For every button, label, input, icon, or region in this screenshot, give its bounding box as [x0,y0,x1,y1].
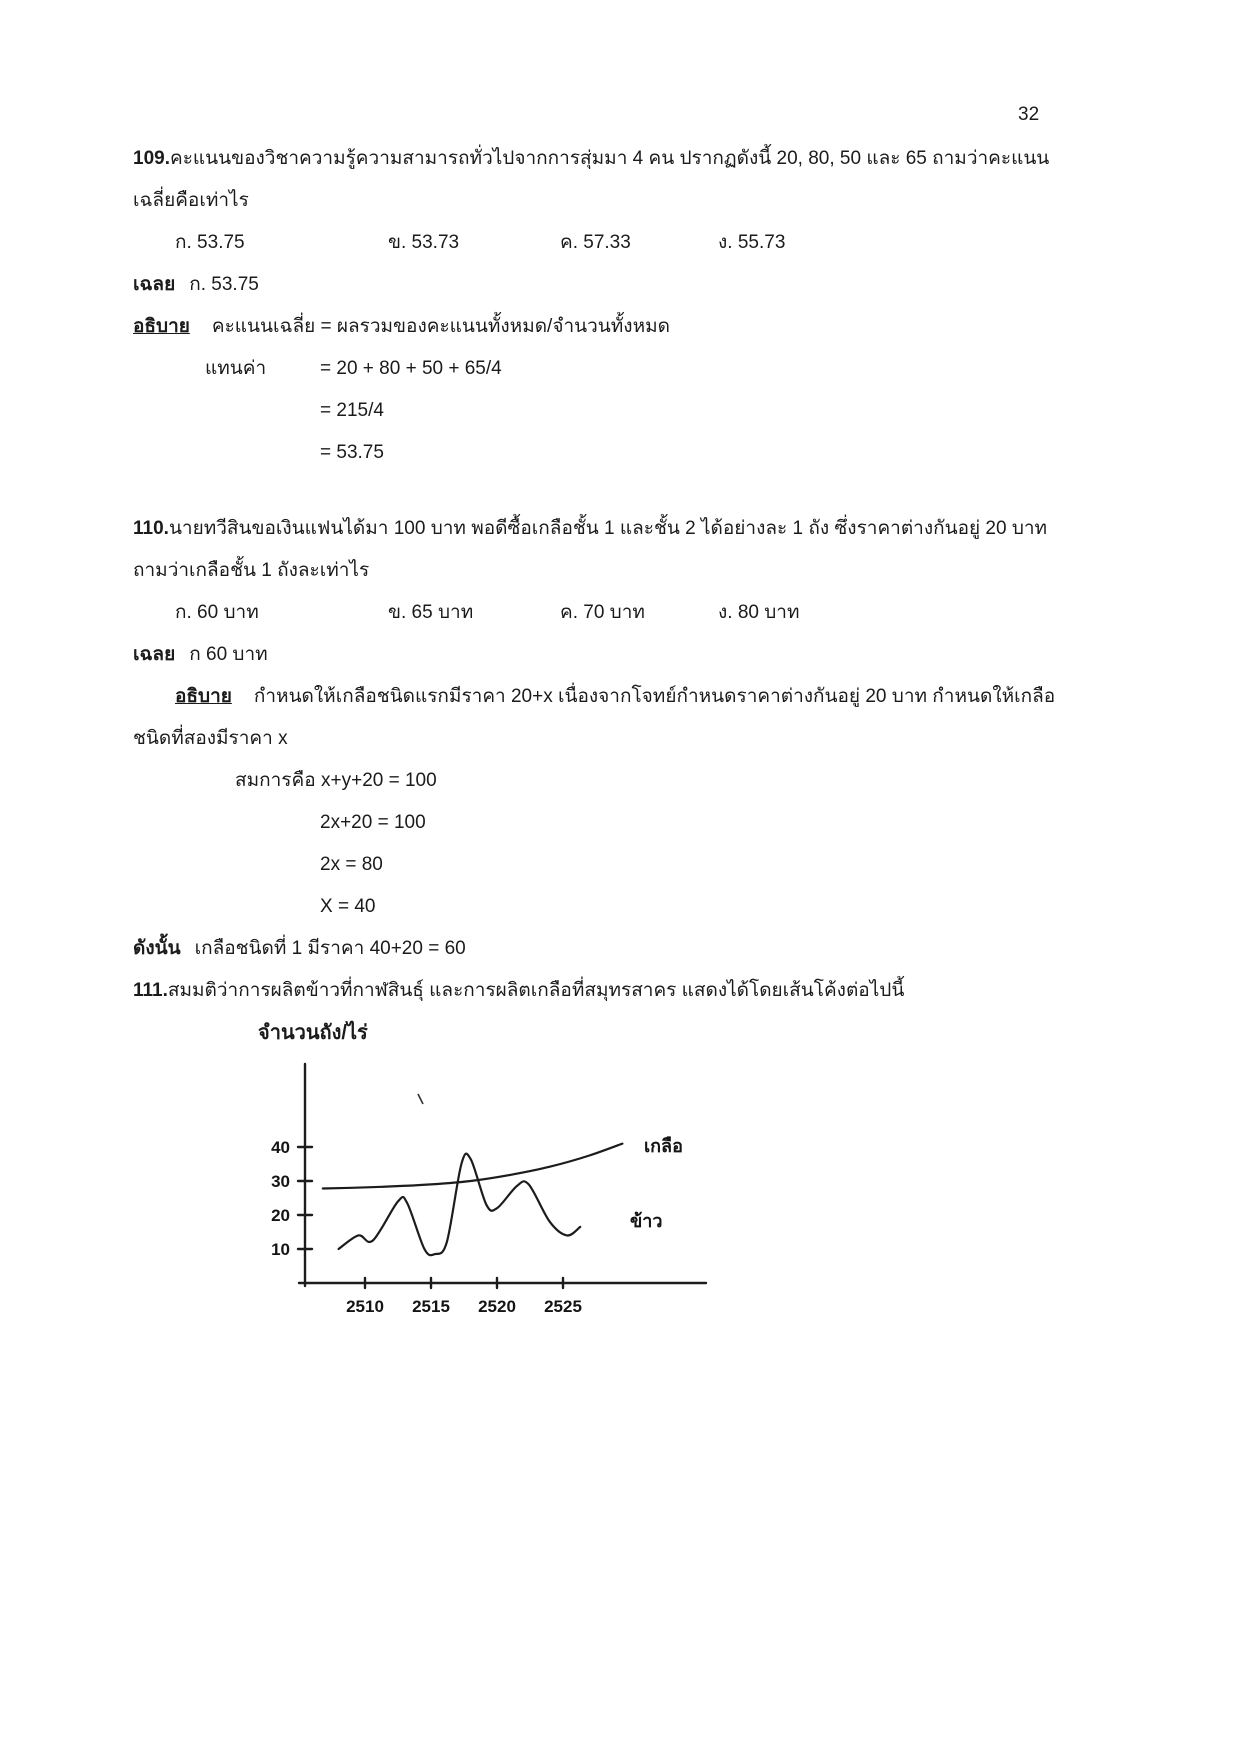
q110-question-line1 [133,508,1112,550]
q111-text: สมมติว่าการผลิตข้าวที่กาฬสินธุ์ และการผลิตเกลือที่สมุทรสาคร แสดงได้โดยเส้นโค้งต่อไปนี้ [167,980,905,1001]
q109-answer-label: เฉลย [133,274,176,295]
x-tick-label: 2520 [478,1297,516,1316]
question-111 [133,970,1112,1328]
q109-explain-label: อธิบาย [133,316,190,337]
q109-step-3: = 53.75 [320,442,384,463]
y-tick-label: 40 [271,1138,290,1157]
q111-question-line [133,970,1112,1012]
q109-substitute-label: แทนค่า [205,358,267,379]
q109-choice-c: ค. 57.33 [560,232,631,253]
q109-choice-b: ข. 53.73 [388,232,460,253]
q109-choices [133,222,1112,264]
q110-equation-2: 2x+20 = 100 [320,812,426,833]
q110-explain-text: กำหนดให้เกลือชนิดแรกมีราคา 20+x เนื่องจากโจทย์กำหนดราคาต่างกันอยู่ 20 บาท กำหนดให้เกลือ [253,686,1056,707]
question-109 [133,138,1112,474]
q110-choice-a: ก. 60 บาท [175,602,259,623]
q110-conclusion-text: เกลือชนิดที่ 1 มีราคา 40+20 = 60 [194,938,466,959]
q109-choice-a: ก. 53.75 [175,232,245,253]
q110-explain-line2: ชนิดที่สองมีราคา x [133,728,288,749]
q109-explain-row [133,306,1112,348]
page-number: 32 [1018,104,1040,125]
q110-answer-label: เฉลย [133,644,176,665]
q110-choice-c: ค. 70 บาท [560,602,645,623]
q110-explain-label: อธิบาย [175,686,232,707]
stray-mark [418,1094,423,1104]
q110-number: 110. [133,518,169,539]
q109-answer-row [133,264,1112,306]
q109-explain-text: คะแนนเฉลี่ย = ผลรวมของคะแนนทั้งหมด/จำนวนทั้งหมด [211,316,670,337]
section-spacer [133,474,1112,508]
q110-choice-d: ง. 80 บาท [718,602,800,623]
q110-choice-b: ข. 65 บาท [388,602,474,623]
x-tick-label: 2515 [412,1297,450,1316]
q110-explain-row [133,676,1112,718]
q110-equation-1: x+y+20 = 100 [321,770,437,791]
q110-equation-4: X = 40 [320,896,376,917]
q110-text-line1: นายทวีสินขอเงินแฟนได้มา 100 บาท พอดีซื้อเกลือชั้น 1 และชั้น 2 ได้อย่างละ 1 ถัง ซึ่งราคาต่างกันอยู่ 20 บาท [168,518,1048,539]
production-chart-block [133,1018,1112,1328]
x-tick-label: 2525 [544,1297,582,1316]
rice-series-label: ข้าว [630,1211,663,1231]
salt-series-label: เกลือ [644,1136,683,1156]
y-tick-label: 30 [271,1172,290,1191]
q109-question-line2: เฉลี่ยคือเท่าไร [133,190,249,211]
q110-conclusion-row [133,928,1112,970]
q111-number: 111. [133,980,168,1001]
q110-answer-row [133,634,1112,676]
q110-choices [133,592,1112,634]
q110-conclusion-label: ดังนั้น [133,938,181,959]
chart-y-axis-title: จำนวนถัง/ไร่ [258,1022,368,1044]
q109-substitute-row [133,348,1112,390]
q110-equation-row [133,760,1112,802]
y-tick-label: 20 [271,1206,290,1225]
q109-step-1: = 20 + 80 + 50 + 65/4 [320,358,502,379]
question-110 [133,508,1112,970]
q109-choice-d: ง. 55.73 [718,232,786,253]
q110-equation-label: สมการคือ [235,770,316,791]
x-tick-label: 2510 [346,1297,384,1316]
q110-equation-3: 2x = 80 [320,854,383,875]
q109-question-line1 [133,138,1112,180]
q109-step-2: = 215/4 [320,400,384,421]
production-line-chart [230,1050,770,1328]
y-tick-label: 10 [271,1240,290,1259]
q109-number: 109. [133,148,170,169]
q110-answer-text: ก 60 บาท [189,644,268,665]
q109-text-line1: คะแนนของวิชาความรู้ความสามารถทั่วไปจากการสุ่มมา 4 คน ปรากฏดังนี้ 20, 80, 50 และ 65 ถามว่าคะแนน [169,148,1050,169]
q110-question-line2: ถามว่าเกลือชั้น 1 ถังละเท่าไร [133,560,370,581]
q109-answer-text: ก. 53.75 [189,274,259,295]
